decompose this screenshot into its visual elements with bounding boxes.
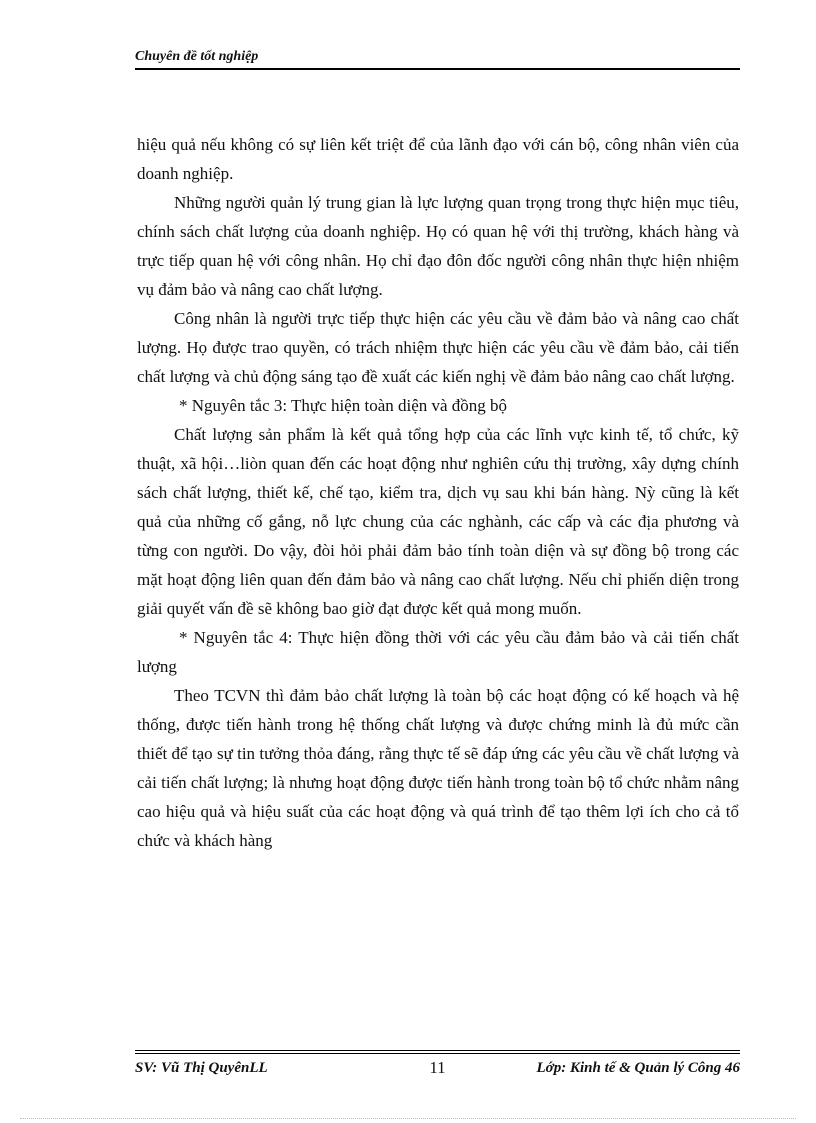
footer-rule	[135, 1050, 740, 1051]
footer-student: SV: Vũ Thị QuyênLL	[135, 1060, 268, 1076]
page-header	[135, 48, 740, 70]
footer-rule	[135, 1053, 740, 1054]
paragraph: Những người quản lý trung gian là lực lượng quan trọng trong thực hiện mục tiêu, chính sách chất lượng của doanh nghiệp. Họ có quan hệ với thị trường, khách hàng và trực tiếp quan hệ với công nhân. Họ chỉ đạo đôn đốc người công nhân thực hiện nhiệm vụ đảm bảo và nâng cao chất lượng.	[137, 193, 739, 299]
paragraph: Công nhân là người trực tiếp thực hiện các yêu cầu về đảm bảo và nâng cao chất lượng. Họ được trao quyền, có trách nhiệm thực hiện các yêu cầu về đảm bảo, cải tiến chất lượng và chủ động sáng tạo đề xuất các kiến nghị về đảm bảo nâng cao chất lượng.	[137, 309, 739, 386]
paragraph: Chất lượng sản phẩm là kết quả tổng hợp của các lĩnh vực kinh tế, tổ chức, kỹ thuật, xã hội…liòn quan đến các hoạt động như nghiên cứu thị trường, xây dựng chính sách chất lượng, thiết kế, chế tạo, kiểm tra, dịch vụ sau khi bán hàng. Nỳ cũng là kết quả của những cố gắng, nỗ lực chung của các nghành, các cấp và các địa phương và từng con người. Do vậy, đòi hỏi phải đảm bảo tính toàn diện và sự đồng bộ trong các mặt hoạt động liên quan đến đảm bảo và nâng cao chất lượng. Nếu chỉ phiến diện trong giải quyết vấn đề sẽ không bao giờ đạt được kết quả mong muốn.	[137, 425, 739, 618]
paragraph: Theo TCVN thì đảm bảo chất lượng là toàn bộ các hoạt động có kế hoạch và hệ thống, được tiến hành trong hệ thống chất lượng và được chứng minh là đủ mức cần thiết để tạo sự tin tưởng thỏa đáng, rằng thực tế sẽ đáp ứng các yêu cầu về chất lượng và cải tiến chất lượng; là nhưng hoạt động được tiến hành trong toàn bộ tổ chức nhằm nâng cao hiệu quả và hiệu suất của các hoạt động và quá trình để tạo thêm lợi ích cho cả tổ chức và khách hàng	[137, 686, 739, 850]
page-edge-divider	[20, 1118, 796, 1119]
principle-heading-3: * Nguyên tắc 3: Thực hiện toàn diện và đồng bộ	[179, 396, 508, 415]
footer-class: Lớp: Kinh tế & Quản lý Công 46	[536, 1060, 740, 1076]
page-number: 11	[429, 1058, 446, 1077]
header-title: Chuyên đề tốt nghiệp	[135, 49, 259, 64]
header-rule	[135, 68, 740, 70]
body-text	[137, 130, 739, 855]
page-footer	[135, 1050, 740, 1080]
principle-heading-4: * Nguyên tắc 4: Thực hiện đồng thời với các yêu cầu đảm bảo và cải tiến chất lượng	[137, 628, 739, 676]
footer-row	[135, 1058, 740, 1080]
paragraph: hiệu quả nếu không có sự liên kết triệt để của lãnh đạo với cán bộ, công nhân viên của doanh nghiệp.	[137, 135, 739, 183]
